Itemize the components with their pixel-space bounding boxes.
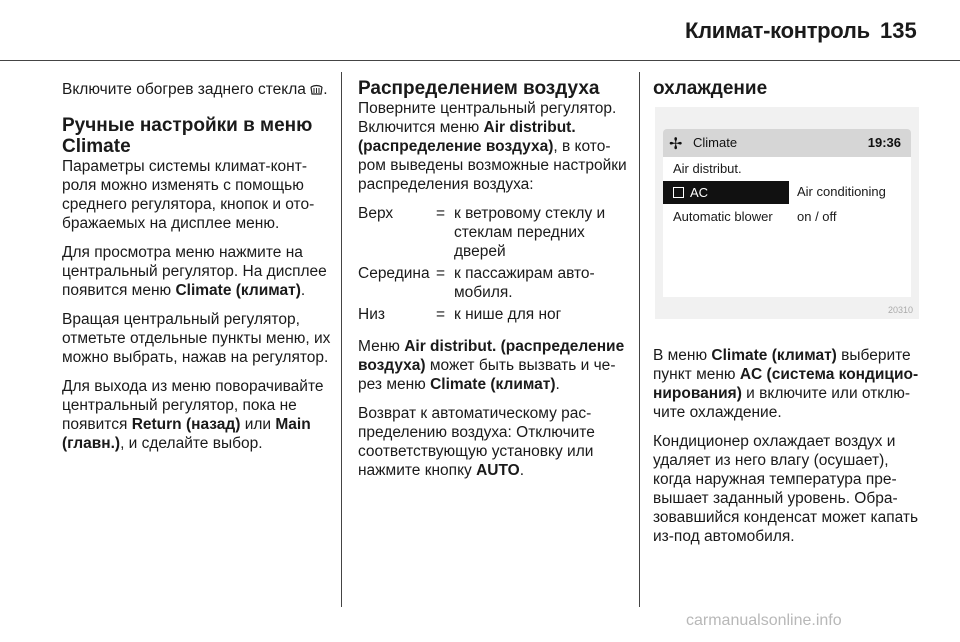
paragraph-text: Для выхода из меню поворачивайте центральный регулятор, пока не появится — [62, 378, 324, 433]
figure-number: 20310 — [887, 305, 913, 315]
paragraph-text: . — [555, 376, 560, 393]
paragraph-text: Поверните центральный регулятор. Включится меню — [358, 100, 617, 136]
paragraph-text: Возврат к автоматическому распределению воздуха: Отключите соответствующую установку или нажмите кнопку — [358, 405, 595, 479]
definition-desc: к нише для ног — [454, 306, 562, 323]
paragraph — [653, 346, 931, 422]
definition-desc: к пассажирам автомобиля. — [454, 265, 595, 301]
menu-item-label: AC — [690, 185, 709, 200]
display-clock: 19:36 — [867, 135, 901, 150]
definition-term: Верх — [358, 205, 394, 222]
definition-row — [358, 305, 633, 327]
column-2 — [358, 80, 633, 490]
menu-name: AC (система кондиционирования) — [653, 366, 919, 402]
paragraph-text: Для просмотра меню нажмите на центральный регулятор. На дисплее появится меню — [62, 244, 327, 299]
paragraph: Вращая центральный регулятор, отметьте отдельные пункты меню, их можно выбрать, нажав на регулятор. — [62, 311, 331, 366]
header-title: Климат-контроль — [685, 18, 870, 43]
menu-name: Climate (климат) — [430, 376, 556, 393]
paragraph-text: Меню — [358, 338, 405, 355]
menu-item-automatic-blower: Automatic blower — [673, 209, 773, 224]
menu-name: Main (главн.) — [62, 416, 311, 452]
display-menu — [663, 157, 911, 297]
section-heading: Ручные настройки в меню Climate — [62, 115, 313, 157]
menu-name: Air distribut. (распределение воздуха) — [358, 119, 576, 155]
paragraph-text: В меню — [653, 347, 712, 364]
paragraph-text: . — [519, 462, 525, 479]
menu-item-air-distribution: Air distribut. — [673, 161, 742, 176]
section-heading: охлаждение — [653, 78, 768, 99]
paragraph-text: , и сделайте выбор. — [120, 435, 263, 452]
paragraph-text: выберите пункт меню — [653, 347, 911, 383]
paragraph-text: может быть вызвать и через меню — [358, 357, 616, 393]
paragraph-text: , в котором выведены возможные настройки распределения воздуха: — [358, 138, 627, 193]
definition-list — [358, 204, 633, 327]
paragraph — [62, 377, 332, 453]
fan-icon: ✢ — [669, 136, 683, 153]
column-1 — [62, 80, 332, 463]
paragraph-text: . — [300, 282, 306, 299]
menu-name: Climate (климат) — [711, 347, 837, 364]
definition-desc: к ветровому стеклу и стеклам передних дверей — [454, 205, 606, 260]
paragraph: Включите обогрев заднего стекла . — [62, 80, 332, 101]
paragraph — [358, 337, 633, 394]
column-divider — [639, 72, 640, 607]
paragraph — [358, 99, 633, 194]
climate-display-figure — [655, 107, 919, 319]
section-heading: Распределением воздуха — [358, 78, 600, 99]
menu-name: Climate (климат) — [175, 282, 301, 299]
display-title: Climate — [693, 135, 738, 150]
watermark: carmanualsonline.info — [686, 612, 842, 629]
paragraph — [62, 243, 332, 300]
rear-window-heater-icon — [310, 82, 323, 101]
column-divider — [341, 72, 342, 607]
detail-value: on / off — [797, 209, 837, 224]
equals-sign: = — [436, 306, 446, 323]
definition-term: Низ — [358, 306, 385, 323]
detail-label: Air conditioning — [797, 184, 886, 199]
paragraph-text: и включите или отключите охлаждение. — [653, 385, 911, 421]
paragraph — [358, 404, 633, 480]
checkbox-icon — [673, 187, 684, 198]
paragraph: Кондиционер охлаждает воздух и удаляет из него влагу (осушает), когда наружная температура превышает заданный уровень. Образовавшийся конденсат может капать из-под автомобиля. — [653, 433, 919, 545]
button-name: AUTO — [476, 462, 520, 479]
paragraph-text: Включите обогрев заднего стекла — [62, 81, 306, 98]
display-title-bar — [663, 129, 911, 157]
equals-sign: = — [436, 265, 446, 282]
menu-item-ac — [663, 181, 789, 204]
paragraph: Параметры системы климат-контроля можно изменять с помощью среднего регулятора, кнопок и отображаемых на дисплее меню. — [62, 158, 315, 232]
definition-row — [358, 204, 633, 264]
menu-name: Return (назад) — [131, 416, 241, 433]
menu-name: Air distribut. (распределение воздуха) — [358, 338, 625, 374]
definition-term: Середина — [358, 265, 430, 282]
page-number: 135 — [880, 18, 917, 43]
definition-row — [358, 264, 633, 305]
equals-sign: = — [436, 205, 446, 222]
paragraph-text: или — [240, 416, 276, 433]
header-rule — [0, 60, 960, 61]
